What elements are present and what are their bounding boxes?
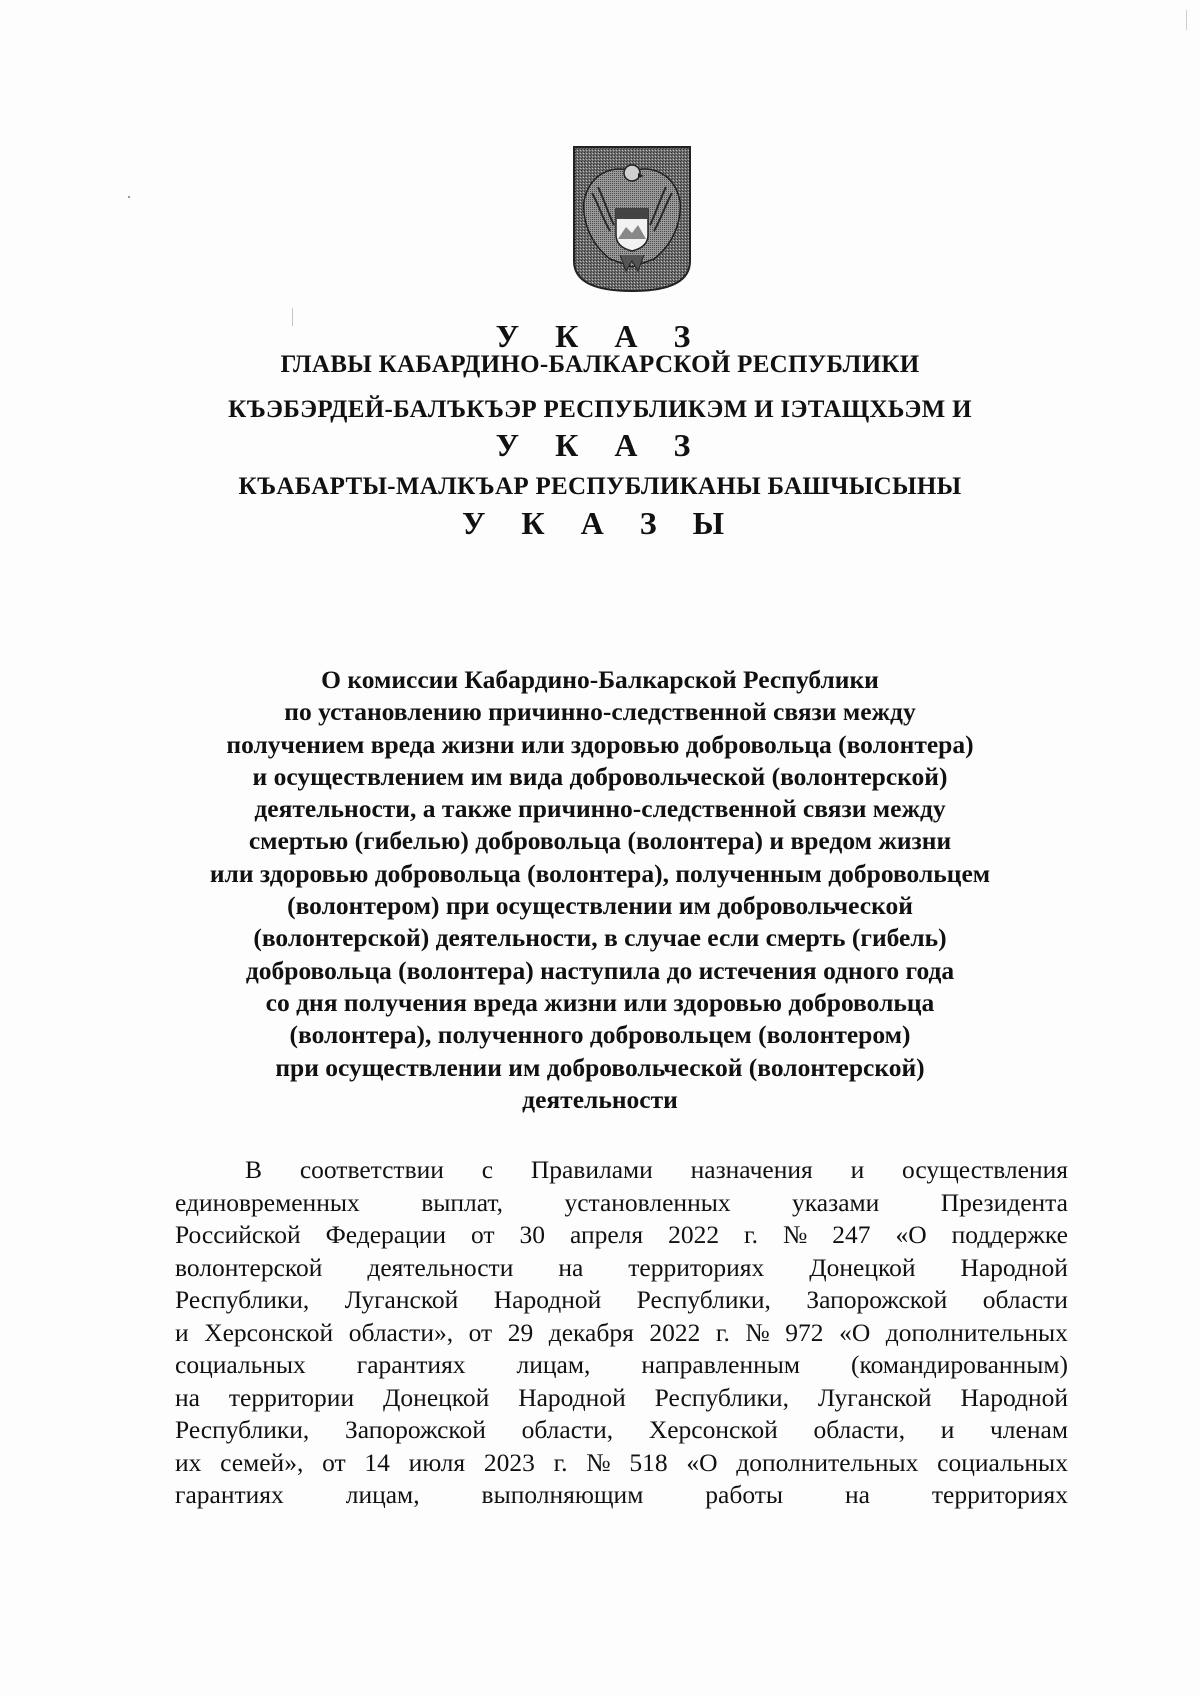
body-word: г. [744, 1220, 759, 1249]
body-word: и [850, 1155, 865, 1184]
body-word: на [844, 1480, 870, 1509]
title-line: деятельности, а также причинно-следственной связи между [254, 794, 946, 824]
body-word: гарантиях [175, 1480, 284, 1509]
body-word: Народной [960, 1252, 1068, 1282]
body-word: от [468, 1317, 493, 1347]
body-word: 247 [832, 1220, 871, 1249]
decree-label-ru: У К А З [495, 318, 705, 354]
body-word: семей», [220, 1447, 304, 1477]
title-line: деятельности [522, 1084, 678, 1114]
body-line [175, 1317, 1068, 1350]
body-word: указами [792, 1187, 880, 1217]
body-word: установленных [564, 1187, 731, 1217]
body-line [175, 1479, 1068, 1512]
title-line: (волонтерской) деятельности, в случае если смерть (гибель) [253, 923, 947, 953]
body-word: Президента [940, 1187, 1068, 1217]
body-line [175, 1414, 1068, 1447]
title-line: и осуществлением им вида добровольческой (волонтерской) [252, 761, 948, 791]
body-word: от [471, 1220, 495, 1249]
body-word: июля [408, 1447, 466, 1477]
body-word: на [558, 1252, 584, 1282]
body-line [175, 1187, 1068, 1220]
body-word: декабря [548, 1317, 634, 1347]
body-word: области», [348, 1317, 454, 1347]
title-line: О комиссии Кабардино-Балкарской Республики [321, 665, 879, 694]
body-word: Народной [960, 1382, 1068, 1412]
body-word: области, [521, 1415, 614, 1444]
body-word: выплат, [421, 1187, 503, 1217]
body-word: их [175, 1447, 202, 1477]
body-word: г. [553, 1447, 568, 1477]
title-line: при осуществлении им добровольческой (волонтерской) [275, 1052, 925, 1082]
preamble-paragraph [175, 1154, 1068, 1512]
body-word: социальных [175, 1350, 306, 1379]
body-word: Республики, [175, 1415, 310, 1444]
body-word: гарантиях [356, 1350, 466, 1379]
body-word: деятельности [367, 1252, 514, 1282]
title-line: (волонтера), полученного добровольцем (волонтером) [289, 1020, 911, 1050]
body-word: Херсонской [204, 1317, 334, 1347]
body-word: территориях [628, 1252, 765, 1282]
body-word: 972 [785, 1317, 824, 1347]
body-line [175, 1349, 1068, 1382]
body-word: и [175, 1317, 189, 1347]
body-word: членам [989, 1415, 1068, 1444]
title-line: смертью (гибелью) добровольца (волонтера) и вредом жизни [248, 826, 952, 856]
body-word: работы [705, 1480, 784, 1509]
body-word: 518 [629, 1447, 668, 1477]
issuer-title-kbd: КЪЭБЭРДЕЙ-БАЛЪКЪЭР РЕСПУБЛИКЭМ И IЭТАЩХЬЭМ И [228, 396, 972, 423]
body-word: Донецкой [809, 1252, 916, 1282]
title-line: (волонтером) при осуществлении им добровольческой [287, 891, 913, 921]
body-word: Республики, [654, 1382, 789, 1412]
body-word: области, [813, 1415, 906, 1444]
body-word: поддержке [951, 1220, 1068, 1249]
body-word: и [940, 1415, 955, 1444]
decree-label-krc: У К А З Ы [461, 505, 739, 541]
body-word: осуществления [902, 1155, 1068, 1184]
title-line: получением вреда жизни или здоровью добровольца (волонтера) [226, 729, 974, 759]
body-word: 14 [364, 1447, 390, 1477]
body-word: дополнительных [736, 1447, 919, 1477]
body-word: Федерации [325, 1220, 447, 1249]
body-word: Народной [493, 1285, 602, 1314]
title-line: со дня получения вреда жизни или здоровью добровольца [265, 987, 935, 1017]
body-line [175, 1447, 1068, 1480]
body-word: Луганской [817, 1382, 932, 1412]
body-line [175, 1154, 1068, 1187]
body-word: 2022 [668, 1220, 720, 1249]
body-word: направленным [641, 1350, 801, 1379]
body-word: «О [839, 1317, 871, 1347]
body-word: лицам, [345, 1480, 420, 1509]
issuer-title-ru: ГЛАВЫ КАБАРДИНО-БАЛКАРСКОЙ РЕСПУБЛИКИ [280, 351, 920, 378]
body-word: В [245, 1155, 263, 1184]
body-word: территории [228, 1382, 355, 1412]
body-word: Херсонской [648, 1415, 778, 1444]
body-word: Запорожской [806, 1285, 948, 1314]
decree-title [140, 664, 1060, 1116]
body-word: Республики, [636, 1285, 771, 1314]
body-word: соответствии [299, 1155, 444, 1184]
body-word: 2023 [483, 1447, 535, 1477]
body-word: на [175, 1382, 200, 1412]
body-word: Республики, [175, 1285, 310, 1314]
scan-speck [128, 196, 130, 198]
body-word: Запорожской [344, 1415, 486, 1444]
body-word: единовременных [175, 1187, 360, 1217]
body-word: «О [895, 1220, 927, 1249]
body-word: от [322, 1447, 346, 1477]
body-word: 2022 [649, 1317, 701, 1347]
body-word: с [481, 1155, 494, 1184]
body-word: 29 [507, 1317, 534, 1347]
body-line [175, 1284, 1068, 1317]
body-word: социальных [937, 1447, 1068, 1477]
body-word: «О [686, 1447, 718, 1477]
body-word: г. [715, 1317, 730, 1347]
body-word: № [782, 1220, 808, 1249]
body-word: области [982, 1285, 1068, 1314]
body-word: апреля [569, 1220, 644, 1249]
title-line: или здоровью добровольца (волонтера), полученным добровольцем [209, 858, 991, 888]
issuer-title-krc: КЪАБАРТЫ-МАЛКЪАР РЕСПУБЛИКАНЫ БАШЧЫСЫНЫ [238, 473, 962, 500]
body-word: (командированным) [851, 1350, 1068, 1379]
body-word: № [745, 1317, 770, 1347]
body-word: назначения [690, 1155, 813, 1184]
body-word: 30 [519, 1220, 546, 1249]
body-line [175, 1382, 1068, 1415]
body-word: Луганской [344, 1285, 459, 1314]
body-word: Донецкой [383, 1382, 490, 1412]
body-word: Правилами [530, 1155, 653, 1184]
body-word: лицам, [516, 1350, 591, 1379]
body-word: территориях [931, 1480, 1068, 1509]
decree-label-kbd: У К А З [495, 427, 705, 463]
body-line [175, 1219, 1068, 1252]
body-line [175, 1252, 1068, 1285]
body-word: дополнительных [885, 1317, 1068, 1347]
body-word: волонтерской [175, 1252, 323, 1282]
scan-speck [292, 308, 293, 326]
coat-of-arms-icon [572, 143, 692, 293]
body-word: Народной [518, 1382, 626, 1412]
body-word: № [586, 1447, 611, 1477]
title-line: по установлению причинно-следственной связи между [284, 697, 916, 727]
body-word: выполняющим [481, 1480, 644, 1509]
title-line: добровольца (волонтера) наступила до истечения одного года [245, 955, 955, 985]
body-word: Российской [175, 1220, 301, 1249]
scan-speck [1186, 10, 1187, 30]
